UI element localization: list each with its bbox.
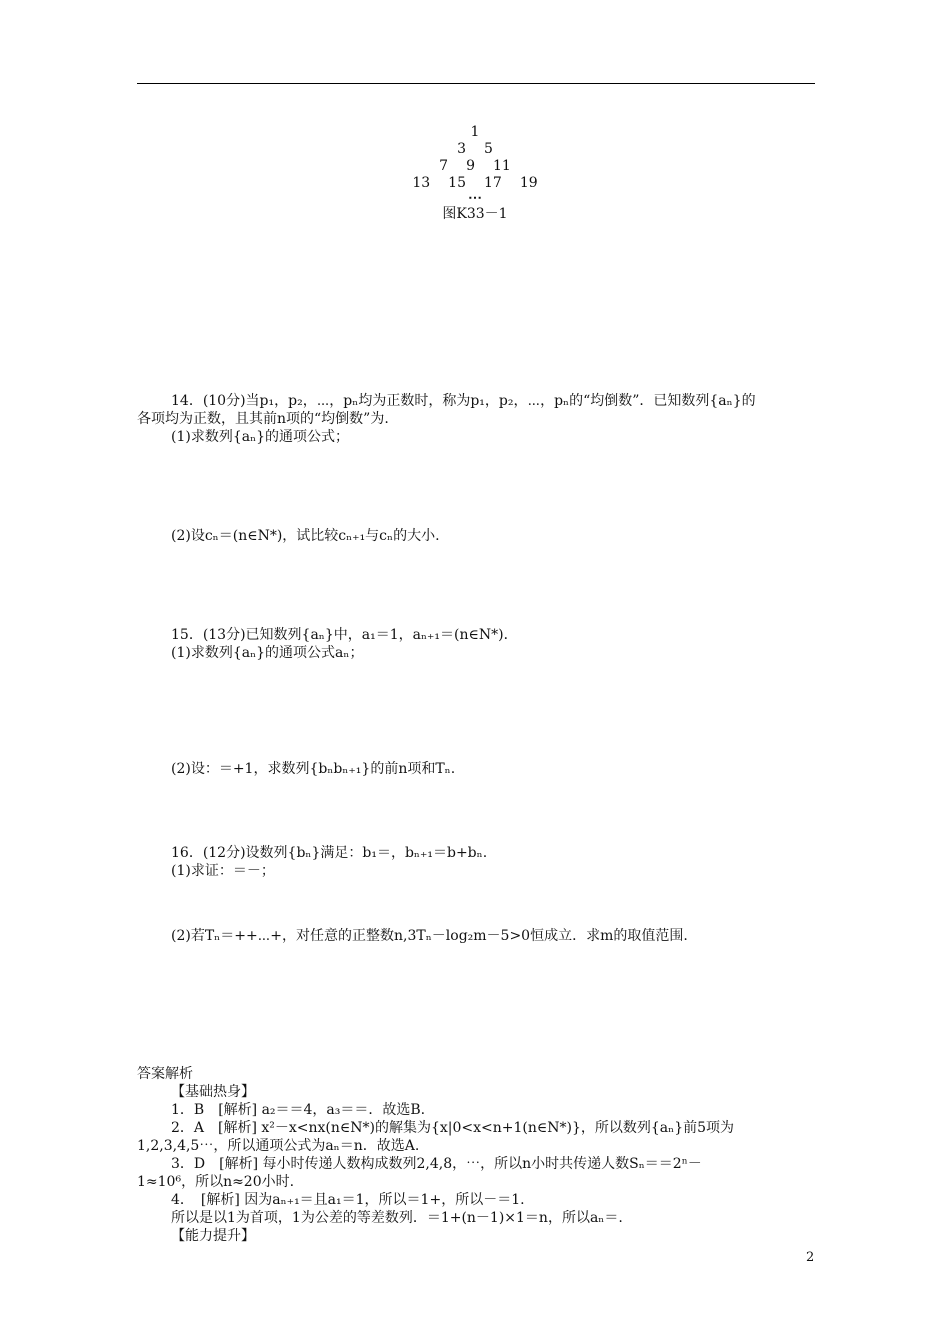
- q14-stem-line2: 各项均为正数，且其前n项的“均倒数”为.: [137, 411, 389, 427]
- q14-part2: (2)设cₙ＝(n∈N*)，试比较cₙ₊₁与cₙ的大小.: [171, 528, 440, 544]
- q14-stem-line1: 14．(10分)当p₁，p₂，⋯，pₙ均为正数时，称为p₁，p₂，⋯，pₙ的“均倒数”．已知数列{aₙ}的: [171, 393, 756, 409]
- q15-part1: (1)求数列{aₙ}的通项公式aₙ；: [171, 645, 364, 661]
- question-14-part2: [137, 527, 817, 545]
- triangle-row-2: [400, 141, 550, 158]
- triangle-number: 1: [470, 124, 480, 140]
- q16-stem: 16．(12分)设数列{bₙ}满足：b₁＝，bₙ₊₁＝b+bₙ.: [171, 845, 488, 861]
- triangle-row-1: [400, 124, 550, 141]
- number-triangle-figure: [400, 124, 550, 223]
- answer-4-line2: 所以是以1为首项，1为公差的等差数列．＝1+(n－1)×1＝n，所以aₙ＝.: [171, 1210, 623, 1226]
- question-14: [137, 392, 817, 446]
- q15-part2: (2)设：＝+1，求数列{bₙbₙ₊₁}的前n项和Tₙ.: [171, 761, 456, 777]
- triangle-number: 5: [484, 141, 493, 157]
- answer-3-line1: 3．D [解析] 每小时传递人数构成数列2,4,8，⋯，所以n小时共传递人数Sₙ＝＝2ⁿ－: [171, 1156, 702, 1172]
- section-heading-basic: 【基础热身】: [171, 1084, 255, 1100]
- q14-part1: (1)求数列{aₙ}的通项公式；: [171, 429, 350, 445]
- answer-1: 1．B [解析] a₂＝＝4，a₃＝＝．故选B.: [171, 1102, 426, 1118]
- triangle-number: 9: [466, 158, 475, 174]
- answer-4-line1: 4． [解析] 因为aₙ₊₁＝且a₁＝1，所以＝1+，所以－＝1.: [171, 1192, 525, 1208]
- answer-2-line2: 1,2,3,4,5⋯，所以通项公式为aₙ＝n．故选A.: [137, 1138, 420, 1154]
- answers-title: 答案解析: [137, 1066, 193, 1082]
- question-15: [137, 626, 817, 662]
- triangle-number: 11: [493, 158, 511, 174]
- triangle-number: 17: [484, 175, 502, 191]
- answer-3-line2: 1≈10⁶，所以n≈20小时.: [137, 1174, 295, 1190]
- question-16-part2: [137, 927, 817, 945]
- section-heading-advanced: 【能力提升】: [171, 1228, 255, 1244]
- triangle-row-3: [400, 158, 550, 175]
- triangle-number: 3: [457, 141, 466, 157]
- answer-2-line1: 2．A [解析] x²－x<nx(n∈N*)的解集为{x|0<x<n+1(n∈N*)}，所以数列{aₙ}前5项为: [171, 1120, 735, 1136]
- q16-part1: (1)求证：＝－；: [171, 863, 275, 879]
- answer-section: [137, 1065, 817, 1245]
- triangle-number: 15: [448, 175, 466, 191]
- triangle-ellipsis: ⋯: [468, 190, 482, 206]
- question-15-part2: [137, 760, 817, 778]
- figure-caption: 图K33－1: [442, 206, 508, 222]
- question-16: [137, 844, 817, 880]
- triangle-number: 19: [519, 175, 538, 191]
- q16-part2: (2)若Tₙ＝++⋯+，对任意的正整数n,3Tₙ－log₂m－5>0恒成立．求m的取值范围.: [171, 928, 688, 944]
- page-number: 2: [806, 1250, 815, 1265]
- q15-stem: 15．(13分)已知数列{aₙ}中，a₁＝1，aₙ₊₁＝(n∈N*)．: [171, 627, 518, 643]
- header-rule: [137, 83, 815, 84]
- triangle-number: 13: [412, 175, 431, 191]
- triangle-number: 7: [439, 158, 449, 174]
